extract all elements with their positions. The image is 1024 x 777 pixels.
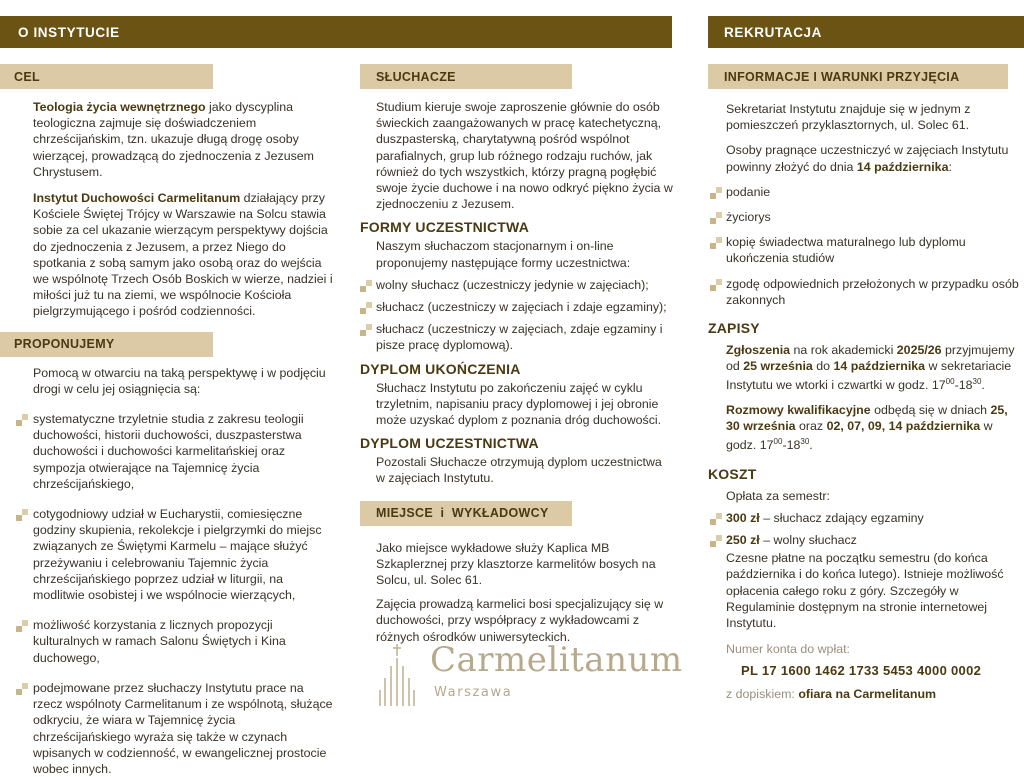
square-bullet-icon: [360, 324, 372, 336]
koszt-title: KOSZT: [708, 465, 757, 482]
informacje-p2-date: 14 października: [856, 159, 949, 174]
informacje-p2-pre: Osoby pragnące uczestniczyć w zajęciach Instytutu powinny złożyć do dnia: [726, 143, 1009, 174]
miejsce-paragraph-2: Zajęcia prowadzą karmelici bosi specjalizujący się w duchowości, przy współpracy z wykładowcami z różnych ośrodków uniwersyteckich.: [376, 597, 664, 644]
header-right-label: REKRUTACJA: [724, 24, 823, 40]
proponujemy-item-4: podejmowane przez słuchaczy Instytutu prace na rzecz wspólnoty Carmelitanum i ze wspólnotą, służące odkryciu, że wiara w Tajemnicę życia chrześcijańskiego wyraża się także w czynach wpisanych w codzienność, w ewangelicznej prostocie wobec innych.: [33, 680, 333, 776]
dopisek: [708, 686, 1024, 702]
proponujemy-item-2: cotygodniowy udział w Eucharystii, comiesięczne godziny skupienia, rekolekcje i pielgrzymki do miejsc związanych ze Świętymi Karmelu – mające służyć przeżywaniu i celebrowaniu Tajemnic życia chrześcijańskiego poprzez udział w liturgii, na modlitwie osobistej i we wspólnocie wierzących,: [33, 507, 322, 603]
square-bullet-icon: [360, 280, 372, 292]
list-item: [708, 276, 1024, 308]
zapisy-text: .: [981, 378, 985, 393]
zapisy-time-sup: 30: [800, 437, 810, 447]
list-item: [708, 532, 1024, 548]
formy-item-3: słuchacz (uczestniczy w zajęciach, zdaje egzaminy i pisze pracę dyplomową).: [376, 322, 663, 353]
formy-title: FORMY UCZESTNICTWA: [360, 219, 530, 236]
account-number: PL 17 1600 1462 1733 5453 4000 0002: [741, 663, 982, 679]
cel-title: CEL: [14, 69, 40, 84]
zapisy-zgloszenia: Zgłoszenia: [726, 343, 791, 358]
square-bullet-icon: [710, 237, 722, 249]
dopisek-label: z dopiskiem:: [726, 686, 799, 701]
sluchacze-text: Studium kieruje swoje zaproszenie głównie do osób świeckich zaangażowanych w pracę katechetyczną, duszpasterską, charytatywną pośród wspólnot parafialnych, grup lub różnego rodzaju ruchów, jak również do tych wszystkich, którzy pragną pogłębić swoje życie duchowe i na nowo odkryć piękno życia w zjednoczeniu z Jezusem.: [376, 100, 673, 212]
list-item: [360, 299, 678, 315]
column-left: [0, 64, 346, 777]
formy-intro: Naszym słuchaczom stacjonarnym i on-line proponujemy następujące formy uczestnictwa:: [376, 239, 631, 270]
zapisy-text: .: [809, 438, 813, 453]
zapisy-paragraph-1: [708, 342, 1024, 394]
dyplom-ukonczenia-title: DYPLOM UKOŃCZENIA: [360, 360, 521, 377]
formy-item-1: wolny słuchacz (uczestniczy jedynie w zajęciach);: [376, 277, 649, 292]
zapisy-time-sup: 00: [945, 377, 955, 387]
header-o-instytucie: [0, 16, 672, 48]
square-bullet-icon: [710, 187, 722, 199]
proponujemy-item-1: systematyczne trzyletnie studia z zakresu teologii duchowości, historii duchowości, duszpasterstwa duchowości i duchowości karmelitańskiej oraz sympozja otwierające na Tajemnicę życia chrześcijańskiego,: [33, 412, 304, 491]
informacje-p2-post: :: [948, 159, 952, 174]
zapisy-text: na rok akademicki: [790, 343, 897, 358]
koszt-item-2: – wolny słuchacz: [759, 532, 857, 547]
koszt-price-2: 250 zł: [726, 532, 760, 547]
section-miejsce: [360, 501, 572, 526]
proponujemy-intro: Pomocą w otwarciu na taką perspektywę i w podjęciu drogi w celu jej osiągnięcia są:: [33, 365, 326, 396]
list-item: [708, 234, 1024, 266]
informacje-item-3: kopię świadectwa maturalnego lub dyplomu ukończenia studiów: [726, 235, 966, 266]
zapisy-dates-oct: 02, 07, 09, 14 października: [826, 418, 981, 433]
formy-item-2: słuchacz (uczestniczy w zajęciach i zdaje egzaminy);: [376, 300, 667, 315]
miejsce-paragraph-1: Jako miejsce wykładowe służy Kaplica MB Szkaplerznej przy klasztorze karmelitów bosych na Solcu, ul. Solec 61.: [376, 540, 656, 588]
zapisy-text: -18: [782, 438, 801, 453]
koszt-note: Czesne płatne na początku semestru (do końca października i do końca lutego). Istnieje możliwość opłacenia całego roku z góry. Szczegóły w Regulaminie dostępnym na stronie internetowej Instytutu.: [726, 551, 1004, 630]
zapisy-year: 2025/26: [896, 343, 942, 358]
informacje-title: INFORMACJE I WARUNKI PRZYJĘCIA: [724, 69, 960, 84]
zapisy-text: oraz: [795, 418, 827, 433]
cel-paragraph-2: [0, 190, 346, 320]
proponujemy-title: PROPONUJEMY: [14, 337, 115, 352]
section-cel: [0, 64, 213, 89]
informacje-item-1: podanie: [726, 184, 771, 199]
dyplom-ukonczenia-text: Słuchacz Instytutu po zakończeniu zajęć w cyklu trzyletnim, napisaniu pracy dyplomowej i jej obronie może uzyskać dyplom z poznania dróg duchowości.: [376, 380, 662, 428]
church-towers-icon: [378, 642, 416, 708]
zapisy-rozmowy: Rozmowy kwalifikacyjne: [726, 402, 871, 417]
dyplom-uczestnictwa-text: Pozostali Słuchacze otrzymują dyplom uczestnictwa w zajęciach Instytutu.: [376, 455, 662, 486]
zapisy-title: ZAPISY: [708, 320, 760, 337]
list-item: [360, 321, 678, 353]
zapisy-paragraph-2: [708, 402, 1024, 454]
square-bullet-icon: [16, 620, 28, 632]
cel-p2-rest: działający przy Kościele Świętej Trójcy w Warszawie na Solcu stawia sobie za cel ukazanie wierzącym perspektywy dojścia do zjednoczenia z Jezusem, a przez Niego do spotkania z sobą samym jako osobą oraz do wejścia we wspólnotę Trzech Osób Boskich w wierze, nadziei i miłości już tu na ziemi, we wspólnocie Kościoła pielgrzymującego i pośród codzienności.: [33, 191, 333, 319]
list-item: [708, 209, 1024, 225]
square-bullet-icon: [710, 279, 722, 291]
section-sluchacze: [360, 64, 572, 89]
sluchacze-title: SŁUCHACZE: [376, 69, 456, 84]
square-bullet-icon: [16, 509, 28, 521]
cel-p1-rest: jako dyscyplina teologiczna zajmuje się doświadczeniem chrześcijańskim, tzn. ukazuje długą drogę osoby wierzącej, prowadzącą do zjednoczenia z Jezusem Chrystusem.: [33, 100, 314, 179]
square-bullet-icon: [710, 513, 722, 525]
cel-p2-bold: Instytut Duchowości Carmelitanum: [33, 191, 241, 206]
informacje-item-4: zgodę odpowiednich przełożonych w przypadku osób zakonnych: [726, 276, 1019, 307]
list-item: [0, 617, 346, 666]
informacje-item-2: życiorys: [726, 210, 771, 225]
header-left-label: O INSTYTUCIE: [18, 24, 120, 40]
carmelitanum-logo: [378, 640, 683, 708]
list-item: [0, 680, 346, 777]
zapisy-text: odbędą się w dniach: [870, 402, 991, 417]
column-middle: [360, 64, 678, 645]
square-bullet-icon: [16, 683, 28, 695]
zapisy-text: w sekretariacie Instytutu we wtorki i czwartki w godz. 17: [726, 359, 1012, 393]
koszt-intro: Opłata za semestr:: [726, 488, 830, 503]
zapisy-text: do: [812, 359, 834, 374]
zapisy-text: -18: [954, 378, 973, 393]
list-item: [0, 506, 346, 603]
zapisy-text: w godz. 17: [726, 418, 993, 453]
square-bullet-icon: [710, 212, 722, 224]
koszt-item-1: – słuchacz zdający egzaminy: [759, 510, 924, 525]
zapisy-time-sup: 00: [773, 437, 783, 447]
column-right: [708, 64, 1024, 702]
square-bullet-icon: [16, 414, 28, 426]
zapisy-dates-sept: 25, 30 września: [726, 402, 1008, 433]
list-item: [360, 277, 678, 293]
koszt-price-1: 300 zł: [726, 510, 760, 525]
cel-p1-bold: Teologia życia wewnętrznego: [33, 100, 206, 114]
logo-city: Warszawa: [434, 685, 513, 700]
section-proponujemy: [0, 332, 213, 357]
list-item: [0, 411, 346, 492]
zapisy-time-sup: 30: [972, 377, 982, 387]
informacje-paragraph-1: Sekretariat Instytutu znajduje się w jednym z pomieszczeń przyklasztornych, ul. Solec 61.: [726, 102, 971, 133]
informacje-paragraph-2: [708, 142, 1024, 174]
dyplom-uczestnictwa-title: DYPLOM UCZESTNICTWA: [360, 435, 539, 452]
square-bullet-icon: [360, 302, 372, 314]
list-item: [708, 184, 1024, 200]
dopisek-text: ofiara na Carmelitanum: [798, 686, 937, 701]
account-label: Numer konta do wpłat:: [726, 642, 850, 657]
section-informacje: [708, 64, 1008, 89]
square-bullet-icon: [710, 535, 722, 547]
cel-paragraph-1: [0, 99, 346, 180]
zapisy-text: przyjmujemy od: [726, 343, 1015, 374]
logo-name: Carmelitanum: [430, 640, 683, 680]
zapisy-date-from: 25 września: [743, 359, 813, 374]
miejsce-title: MIEJSCE i WYKŁADOWCY: [376, 506, 549, 521]
proponujemy-item-3: możliwość korzystania z licznych propozycji kulturalnych w ramach Salonu Świętych i Kina duchowego,: [33, 618, 286, 665]
zapisy-date-to: 14 października: [833, 359, 926, 374]
list-item: [708, 510, 1024, 526]
header-rekrutacja: [708, 16, 1024, 48]
